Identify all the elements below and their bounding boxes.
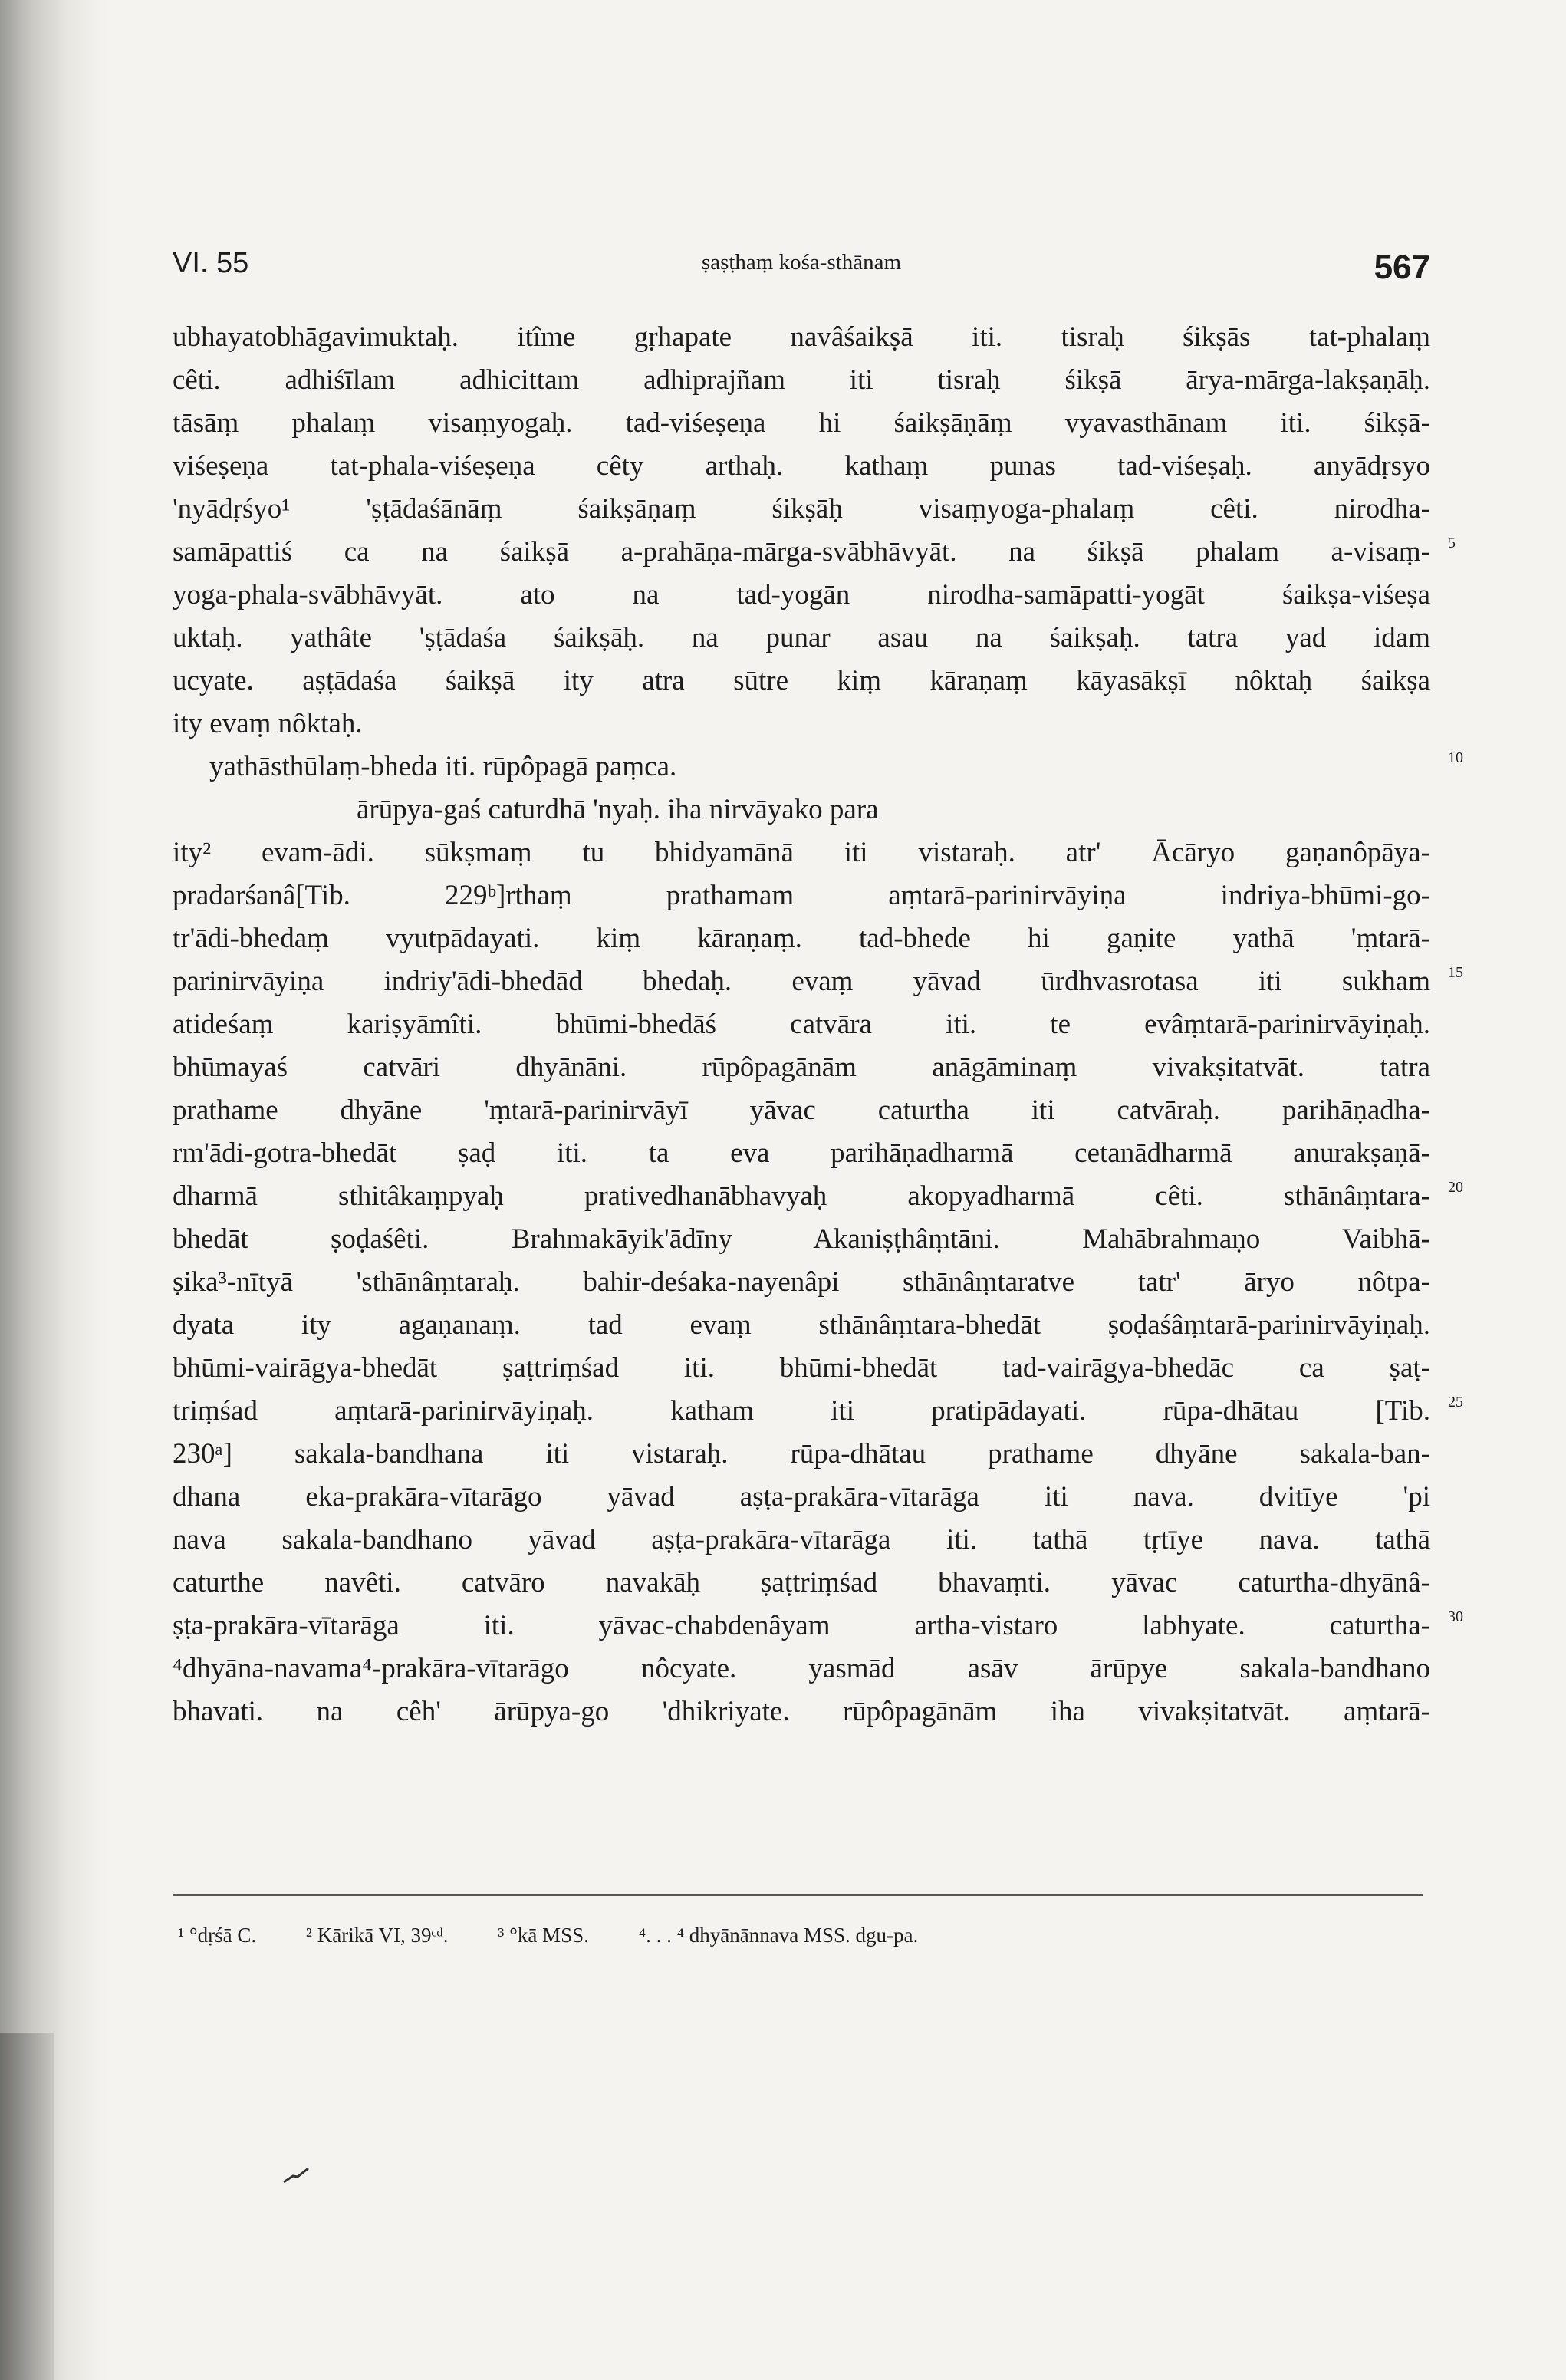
text-line: ⁴dhyāna-navama⁴-prakāra-vītarāgo nôcyate. yasmād asāv ārūpye sakala-bandhano [173, 1653, 1430, 1684]
text-line: ity² evam-ādi. sūkṣmaṃ tu bhidyamānā iti vistaraḥ. atr' Ācāryo gaṇanôpāya- [173, 837, 1430, 868]
text-line: ārūpya-gaś caturdhā 'nyaḥ. iha nirvāyako para [357, 794, 879, 825]
footnotes [178, 1924, 1420, 1947]
text-line: dharmā sthitâkaṃpyaḥ prativedhanābhavyaḥ akopyadharmā cêti. sthānâṃtara- [173, 1180, 1430, 1212]
text-line: nava sakala-bandhano yāvad aṣṭa-prakāra-vītarāga iti. tathā tṛtīye nava. tathā [173, 1524, 1430, 1555]
footnote: ¹ °dṛśā C. [178, 1924, 257, 1947]
text-line: ṣika³-nītyā 'sthānâṃtaraḥ. bahir-deśaka-nayenâpi sthānâṃtaratve tatr' āryo nôtpa- [173, 1266, 1430, 1298]
scan-gutter-edge [0, 2033, 54, 2380]
text-line: uktaḥ. yathâte 'ṣṭādaśa śaikṣāḥ. na punar asau na śaikṣaḥ. tatra yad idam [173, 622, 1430, 653]
running-title: ṣaṣṭhaṃ kośa-sthānam [701, 250, 902, 275]
text-line: viśeṣeṇa tat-phala-viśeṣeṇa cêty arthaḥ. kathaṃ punas tad-viśeṣaḥ. anyādṛsyo [173, 450, 1430, 482]
text-line: ucyate. aṣṭādaśa śaikṣā ity atra sūtre kiṃ kāraṇaṃ kāyasākṣī nôktaḥ śaikṣa [173, 665, 1430, 696]
text-line: tāsāṃ phalaṃ visaṃyogaḥ. tad-viśeṣeṇa hi śaikṣāṇāṃ vyavasthānam iti. śikṣā- [173, 407, 1430, 439]
footnote: ³ °kā MSS. [498, 1924, 589, 1947]
footnote: ² Kārikā VI, 39ᶜᵈ. [305, 1924, 449, 1947]
footnote: ⁴. . . ⁴ dhyānānnava MSS. dgu-pa. [638, 1924, 919, 1947]
main-text [173, 316, 1430, 1733]
text-line: 'nyādṛśyo¹ 'ṣṭādaśānāṃ śaikṣāṇaṃ śikṣāḥ visaṃyoga-phalaṃ cêti. nirodha- [173, 493, 1430, 525]
text-line: ubhayatobhāgavimuktaḥ. itîme gṛhapate navâśaikṣā iti. tisraḥ śikṣās tat-phalaṃ [173, 321, 1430, 353]
text-line: bhūmayaś catvāri dhyānāni. rūpôpagānām anāgāminaṃ vivakṣitatvāt. tatra [173, 1052, 1430, 1083]
text-line: cêti. adhiśīlam adhicittam adhiprajñam iti tisraḥ śikṣā ārya-mārga-lakṣaṇāḥ. [173, 364, 1430, 396]
line-number-marker: 5 [1448, 535, 1456, 551]
text-line: triṃśad aṃtarā-parinirvāyiṇaḥ. katham iti pratipādayati. rūpa-dhātau [Tib. [173, 1395, 1430, 1427]
text-line: 230ᵃ] sakala-bandhana iti vistaraḥ. rūpa-dhātau prathame dhyāne sakala-ban- [173, 1438, 1430, 1470]
page-number: 567 [1374, 249, 1430, 286]
scan-gutter-shadow [0, 0, 107, 2380]
text-line: dyata ity agaṇanaṃ. tad evaṃ sthānâṃtara-bhedāt ṣoḍaśâṃtarā-parinirvāyiṇaḥ. [173, 1309, 1430, 1341]
text-line: bhūmi-vairāgya-bhedāt ṣaṭtriṃśad iti. bhūmi-bhedāt tad-vairāgya-bhedāc ca ṣaṭ- [173, 1352, 1430, 1384]
line-number-marker: 15 [1448, 964, 1463, 981]
footnote-divider [173, 1894, 1423, 1896]
text-line: yathāsthūlaṃ-bheda iti. rūpôpagā paṃca. [209, 751, 677, 782]
text-line: tr'ādi-bhedaṃ vyutpādayati. kiṃ kāraṇaṃ. tad-bhede hi gaṇite yathā 'ṃtarā- [173, 923, 1430, 954]
text-line: rm'ādi-gotra-bhedāt ṣaḍ iti. ta eva parihāṇadharmā cetanādharmā anurakṣaṇā- [173, 1137, 1430, 1169]
text-line: atideśaṃ kariṣyāmîti. bhūmi-bhedāś catvāra iti. te evâṃtarā-parinirvāyiṇaḥ. [173, 1009, 1430, 1040]
text-line: ṣṭa-prakāra-vītarāga iti. yāvac-chabdenâyam artha-vistaro labhyate. caturtha- [173, 1610, 1430, 1641]
text-line: yoga-phala-svābhāvyāt. ato na tad-yogān nirodha-samāpatti-yogāt śaikṣa-viśeṣa [173, 579, 1430, 611]
line-number-marker: 20 [1448, 1179, 1463, 1196]
line-number-marker: 30 [1448, 1608, 1463, 1625]
line-number-marker: 25 [1448, 1394, 1463, 1411]
text-line: pradarśanâ[Tib. 229ᵇ]rthaṃ prathamam aṃtarā-parinirvāyiṇa indriya-bhūmi-go- [173, 880, 1430, 911]
text-line: caturthe navêti. catvāro navakāḥ ṣaṭtriṃśad bhavaṃti. yāvac caturtha-dhyānâ- [173, 1567, 1430, 1598]
text-line: samāpattiś ca na śaikṣā a-prahāṇa-mārga-svābhāvyāt. na śikṣā phalam a-visaṃ- [173, 536, 1430, 568]
text-line: ity evaṃ nôktaḥ. [173, 708, 363, 739]
section-reference: VI. 55 [173, 247, 249, 279]
text-line: bhavati. na cêh' ārūpya-go 'dhikriyate. rūpôpagānām iha vivakṣitatvāt. aṃtarā- [173, 1696, 1430, 1727]
text-line: parinirvāyiṇa indriy'ādi-bhedād bhedaḥ. evaṃ yāvad ūrdhvasrotasa iti sukham [173, 966, 1430, 997]
text-line: prathame dhyāne 'ṃtarā-parinirvāyī yāvac caturtha iti catvāraḥ. parihāṇadha- [173, 1095, 1430, 1126]
text-line: dhana eka-prakāra-vītarāgo yāvad aṣṭa-prakāra-vītarāga iti nava. dvitīye 'pi [173, 1481, 1430, 1513]
text-line: bhedāt ṣoḍaśêti. Brahmakāyik'ādīny Akaniṣṭhâṃtāni. Mahābrahmaṇo Vaibhā- [173, 1223, 1430, 1255]
line-number-marker: 10 [1448, 749, 1463, 766]
page-header [173, 242, 1430, 296]
pen-mark [282, 2167, 310, 2184]
